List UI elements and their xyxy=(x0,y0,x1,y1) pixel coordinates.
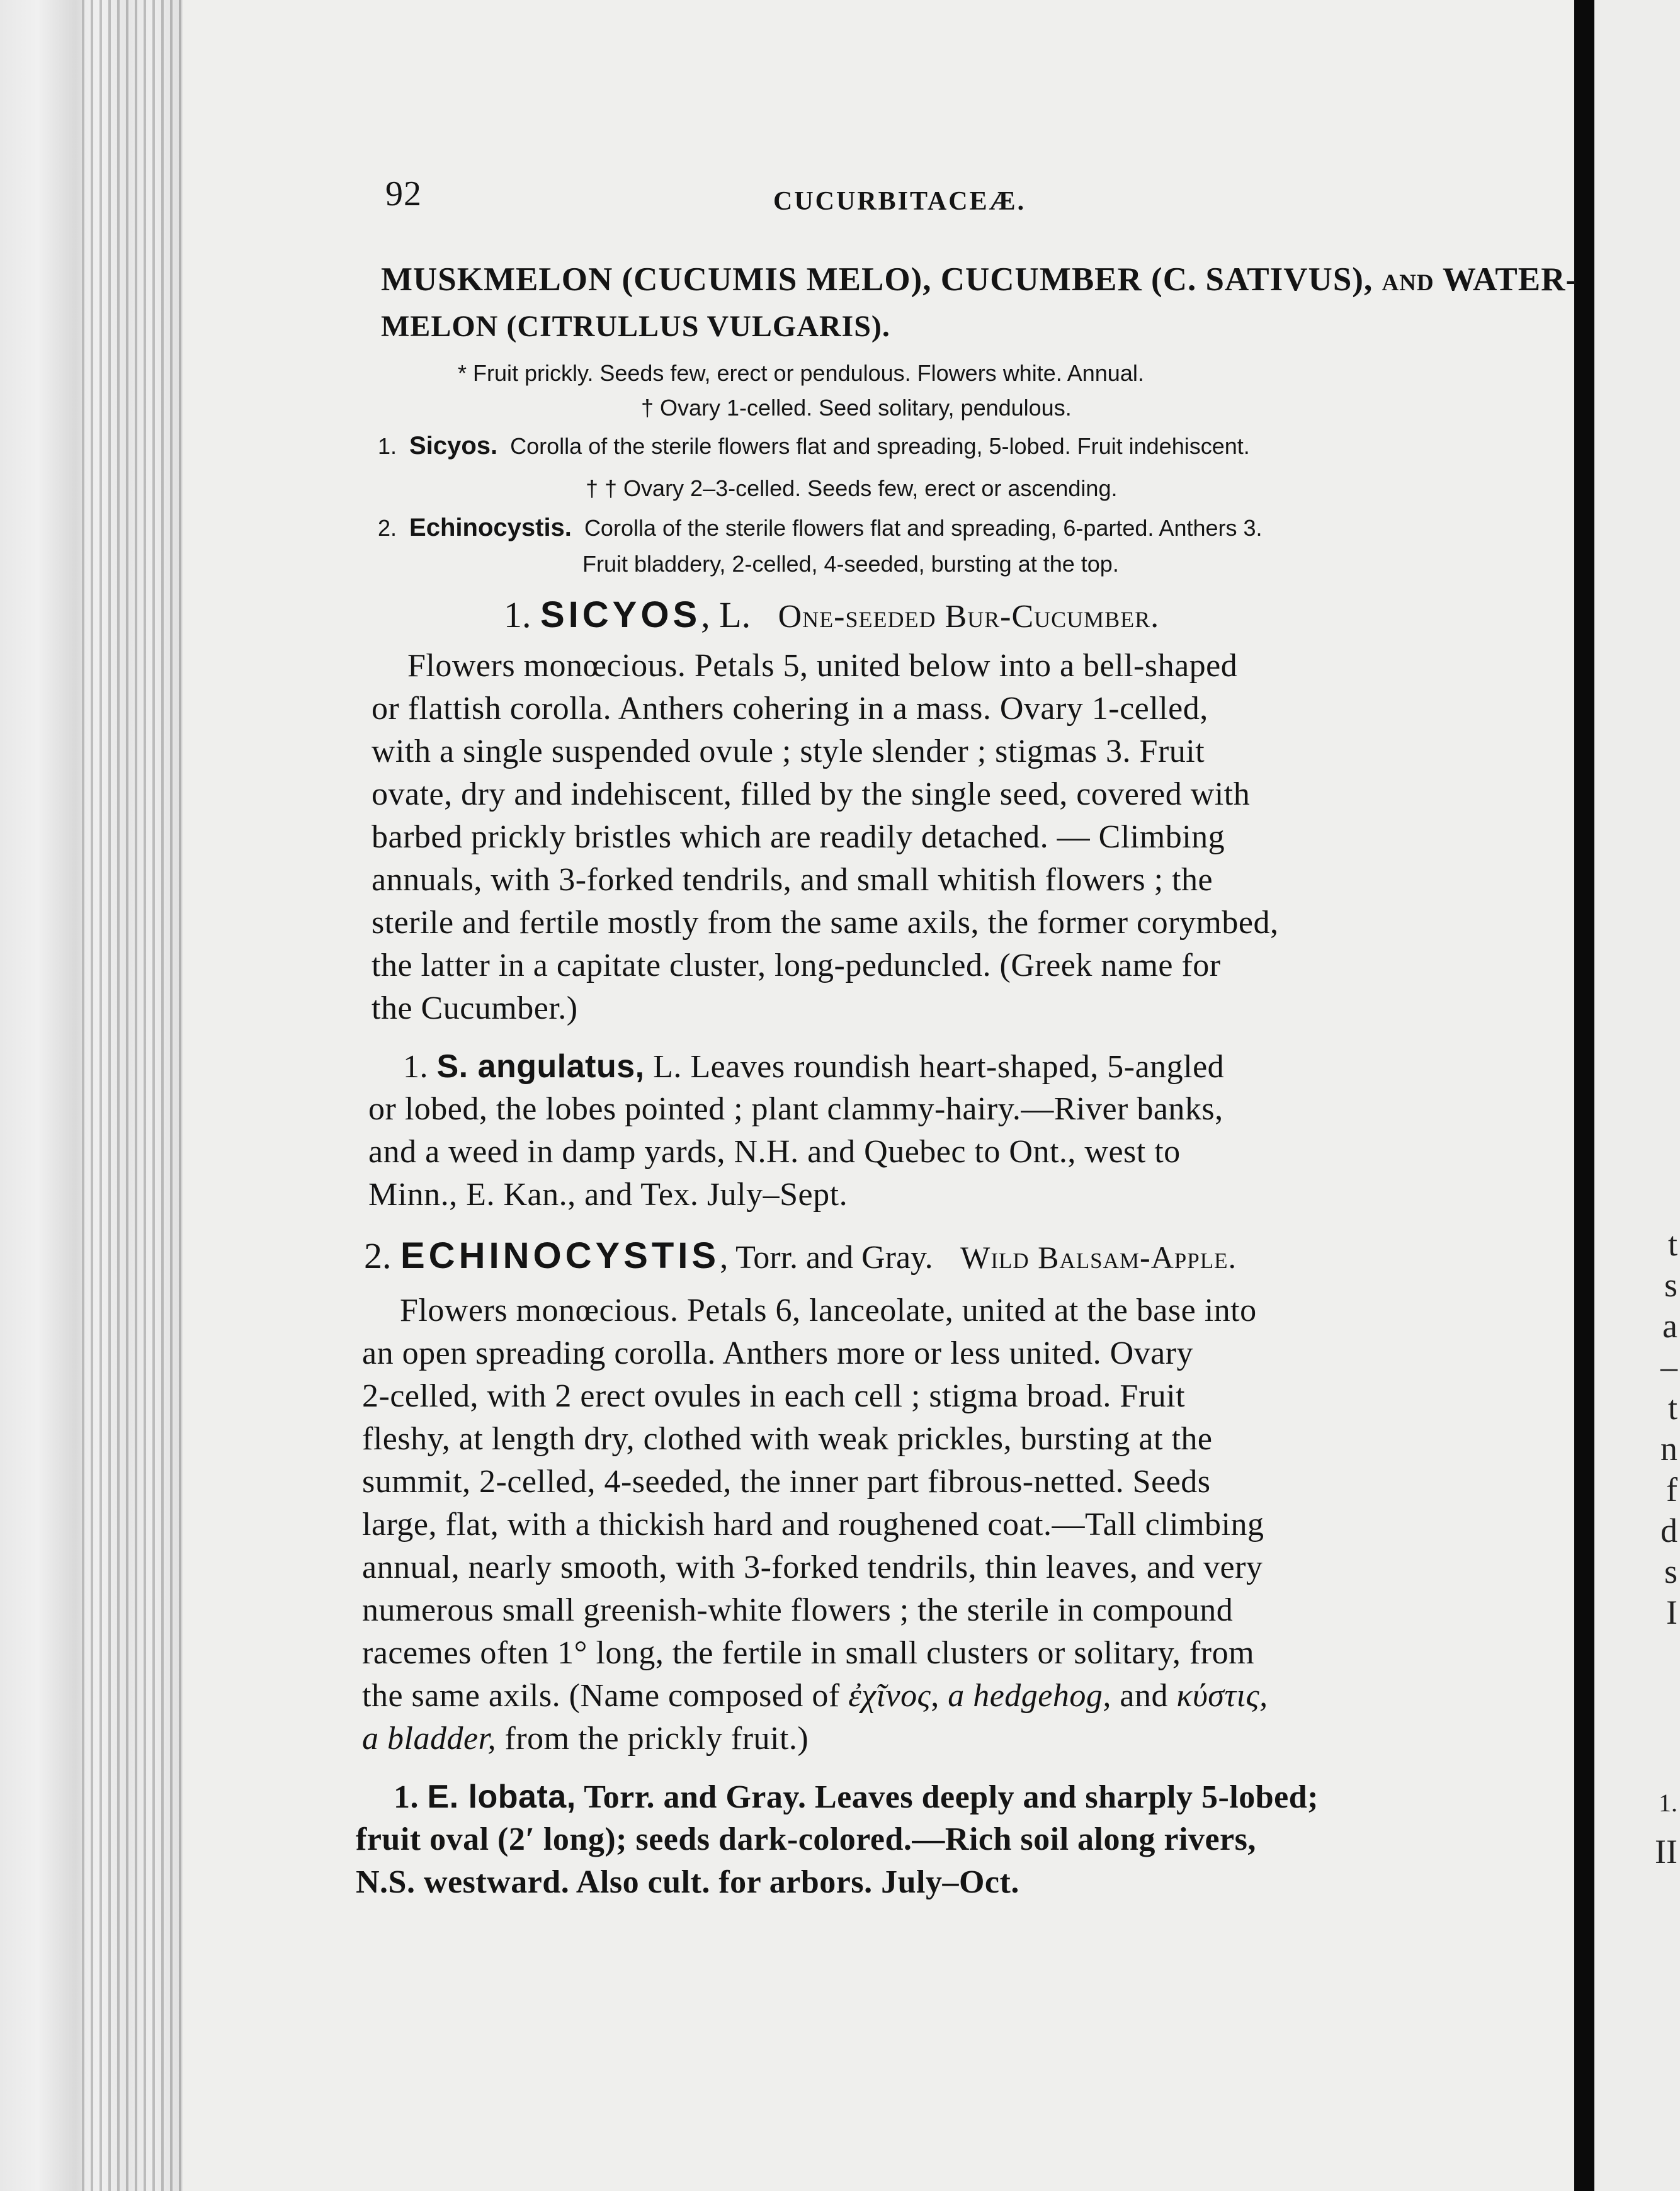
sicyos-desc-line: sterile and fertile mostly from the same axils, the former corymbed, xyxy=(372,905,1279,941)
page-number: 92 xyxy=(385,174,422,213)
echinocystis-desc-line: annual, nearly smooth, with 3-forked tendrils, thin leaves, and very xyxy=(362,1549,1263,1585)
species-desc-line: Minn., E. Kan., and Tex. July–Sept. xyxy=(368,1177,848,1213)
sicyos-desc-line: annuals, with 3-forked tendrils, and small whitish flowers ; the xyxy=(372,862,1213,898)
adjacent-fragment: t xyxy=(1667,1225,1677,1263)
adjacent-fragment: – xyxy=(1660,1348,1677,1386)
key-line: Fruit bladdery, 2-celled, 4-seeded, bursting at the top. xyxy=(582,551,1119,577)
key-line: * Fruit prickly. Seeds few, erect or pendulous. Flowers white. Annual. xyxy=(458,360,1144,386)
species-desc-line: or lobed, the lobes pointed ; plant clammy-hairy.—River banks, xyxy=(368,1091,1223,1127)
adjacent-fragment: I xyxy=(1666,1594,1677,1631)
echinocystis-desc-line: an open spreading corolla. Anthers more or less united. Ovary xyxy=(362,1335,1194,1371)
genus-heading-sicyos: 1. SICYOS, L. One-seeded Bur-Cucumber. xyxy=(504,594,1160,635)
species-desc-line: and a weed in damp yards, N.H. and Quebec to Ont., west to xyxy=(368,1134,1181,1170)
species-sicyos-angulatus: 1. S. angulatus, L. Leaves roundish heart-shaped, 5-angled xyxy=(403,1048,1225,1085)
adjacent-fragment: n xyxy=(1660,1430,1677,1468)
echinocystis-desc-line: Flowers monœcious. Petals 6, lanceolate, united at the base into xyxy=(400,1293,1257,1328)
key-line: † † Ovary 2–3-celled. Seeds few, erect or ascending. xyxy=(586,475,1118,501)
adjacent-fragment: d xyxy=(1660,1512,1677,1549)
echinocystis-desc-line: numerous small greenish-white flowers ; the sterile in compound xyxy=(362,1592,1234,1628)
adjacent-fragment: a xyxy=(1662,1307,1677,1345)
sicyos-desc-line: Flowers monœcious. Petals 5, united below into a bell-shaped xyxy=(407,648,1238,684)
running-title: CUCURBITACEÆ. xyxy=(773,187,1026,216)
intro-line-2: MELON (CITRULLUS VULGARIS). xyxy=(381,310,890,343)
echinocystis-desc-line: fleshy, at length dry, clothed with weak prickles, bursting at the xyxy=(362,1421,1213,1457)
sicyos-desc-line: or flattish corolla. Anthers cohering in a mass. Ovary 1-celled, xyxy=(372,691,1208,727)
page-edges xyxy=(82,0,183,2191)
adjacent-fragment: II xyxy=(1655,1833,1677,1871)
echinocystis-etymology-line: the same axils. (Name composed of ἐχῖνος, a hedgehog, and κύστις, xyxy=(362,1678,1268,1714)
adjacent-fragment: f xyxy=(1666,1471,1677,1509)
sicyos-desc-line: barbed prickly bristles which are readily detached. — Climbing xyxy=(372,819,1225,855)
intro-line-1: MUSKMELON (CUCUMIS MELO), CUCUMBER (C. SATIVUS), and WATER- xyxy=(381,261,1577,298)
adjacent-fragment: s xyxy=(1664,1266,1677,1304)
echinocystis-etymology-line: a bladder, from the prickly fruit.) xyxy=(362,1721,809,1757)
echinocystis-desc-line: large, flat, with a thickish hard and roughened coat.—Tall climbing xyxy=(362,1507,1264,1543)
genus-heading-echinocystis: 2. ECHINOCYSTIS, Torr. and Gray. Wild Balsam-Apple. xyxy=(364,1235,1237,1276)
sicyos-desc-line: the Cucumber.) xyxy=(372,990,578,1026)
adjacent-fragment: t xyxy=(1667,1389,1677,1427)
adjacent-fragment: s xyxy=(1664,1553,1677,1590)
sicyos-desc-line: with a single suspended ovule ; style slender ; stigmas 3. Fruit xyxy=(372,733,1205,769)
echinocystis-desc-line: 2-celled, with 2 erect ovules in each cell ; stigma broad. Fruit xyxy=(362,1378,1186,1414)
echinocystis-desc-line: racemes often 1° long, the fertile in small clusters or solitary, from xyxy=(362,1635,1255,1671)
species-desc-line: fruit oval (2′ long); seeds dark-colored.—Rich soil along rivers, xyxy=(356,1821,1256,1857)
key-line-sicyos: 1. Sicyos. Corolla of the sterile flowers flat and spreading, 5-lobed. Fruit indehiscent. xyxy=(378,432,1250,460)
species-desc-line: N.S. westward. Also cult. for arbors. July–Oct. xyxy=(356,1864,1019,1900)
species-echinocystis-lobata: 1. E. lobata, Torr. and Gray. Leaves deeply and sharply 5-lobed; xyxy=(394,1779,1319,1815)
echinocystis-desc-line: summit, 2-celled, 4-seeded, the inner part fibrous-netted. Seeds xyxy=(362,1464,1211,1500)
key-line-echinocystis: 2. Echinocystis. Corolla of the sterile flowers flat and spreading, 6-parted. Anthers 3. xyxy=(378,514,1263,541)
sicyos-desc-line: the latter in a capitate cluster, long-peduncled. (Greek name for xyxy=(372,948,1221,983)
key-line: † Ovary 1-celled. Seed solitary, pendulous. xyxy=(641,395,1072,421)
adjacent-fragment: 1. xyxy=(1659,1789,1677,1817)
sicyos-desc-line: ovate, dry and indehiscent, filled by the single seed, covered with xyxy=(372,776,1251,812)
